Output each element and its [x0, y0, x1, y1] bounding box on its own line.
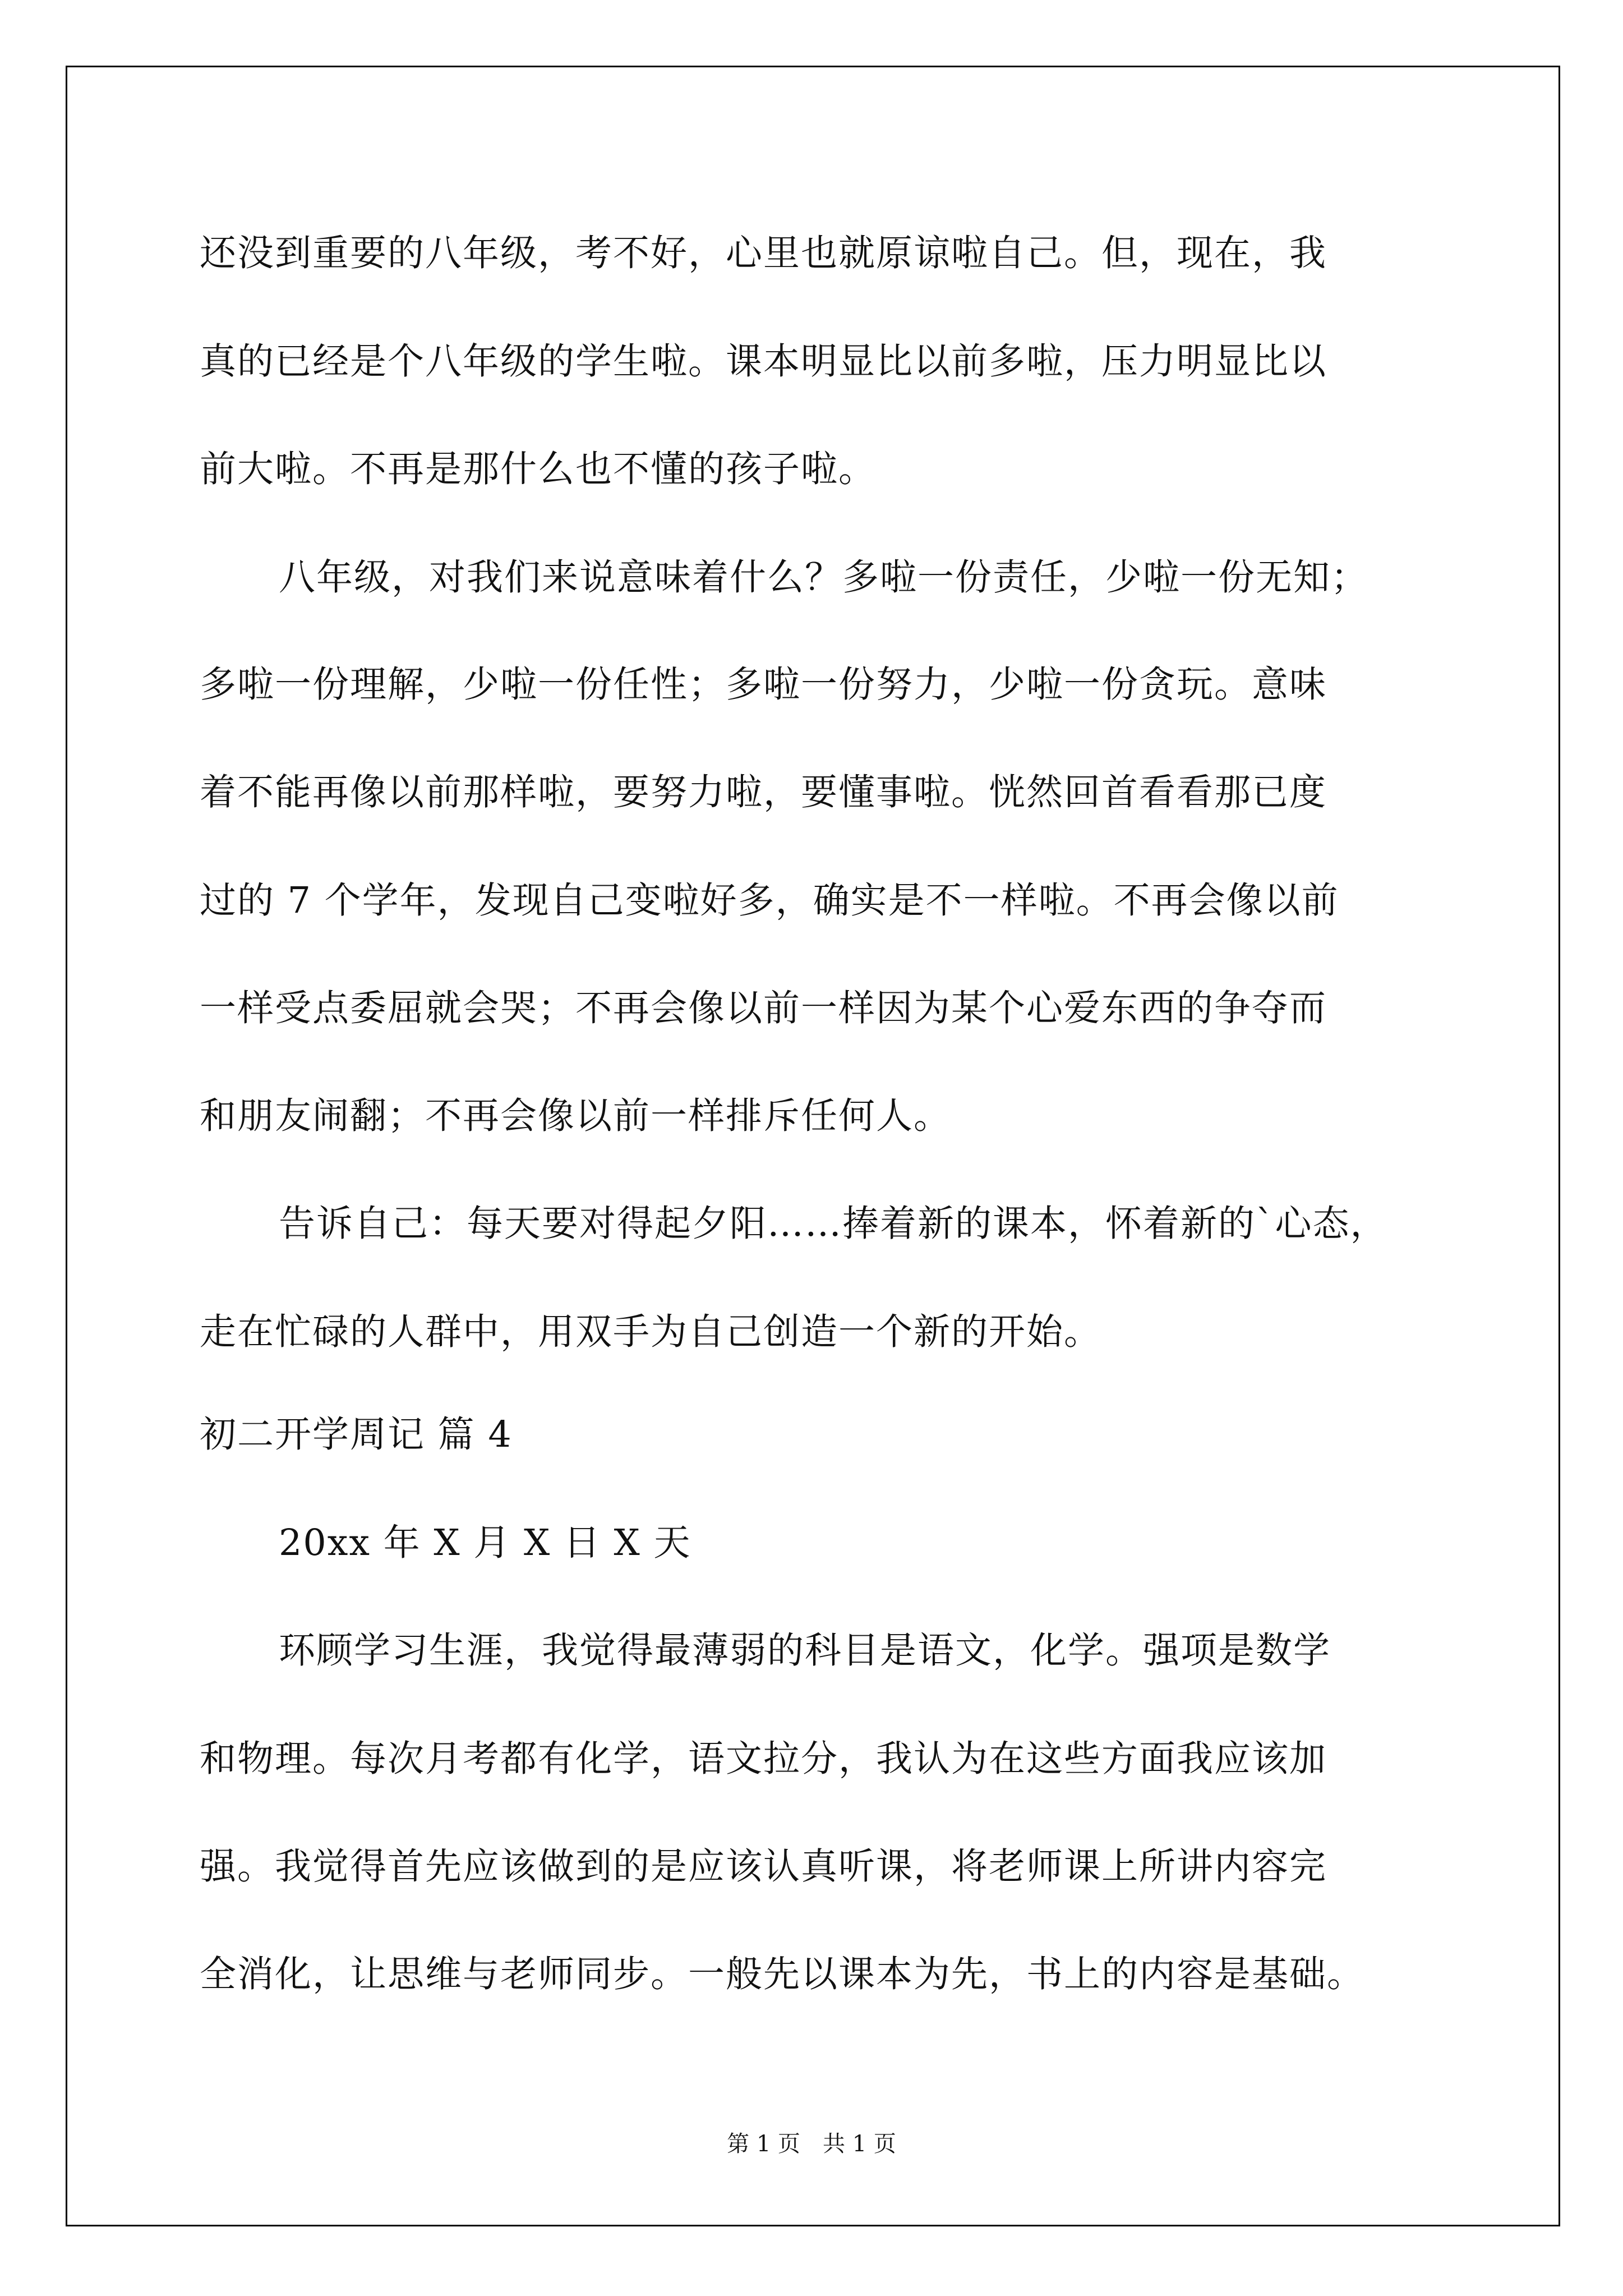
paragraph-line: 过的 7 个学年，发现自己变啦好多，确实是不一样啦。不再会像以前 [200, 880, 1339, 922]
paragraph-line: 一样受点委屈就会哭；不再会像以前一样因为某个心爱东西的争夺而 [200, 987, 1327, 1029]
paragraph-line: 着不能再像以前那样啦，要努力啦，要懂事啦。恍然回首看看那已度 [200, 771, 1327, 813]
paragraph-line: 和物理。每次月考都有化学，语文拉分，我认为在这些方面我应该加 [200, 1738, 1327, 1780]
section-heading: 初二开学周记 篇 4 [200, 1414, 513, 1456]
paragraph-line: 告诉自己：每天要对得起夕阳……捧着新的课本，怀着新的`心态， [279, 1203, 1388, 1245]
paragraph-line: 前大啦。不再是那什么也不懂的孩子啦。 [200, 448, 877, 490]
page-footer: 第 1 页 共 1 页 [727, 2131, 896, 2157]
paragraph-line: 八年级，对我们来说意味着什么？多啦一份责任，少啦一份无知； [279, 556, 1369, 599]
date-line: 20xx 年 X 月 X 日 X 天 [279, 1522, 691, 1564]
paragraph-line: 环顾学习生涯，我觉得最薄弱的科目是语文，化学。强项是数学 [279, 1630, 1331, 1672]
page-border [66, 66, 1560, 2226]
paragraph-line: 强。我觉得首先应该做到的是应该认真听课，将老师课上所讲内容完 [200, 1846, 1327, 1888]
paragraph-line: 全消化，让思维与老师同步。一般先以课本为先，书上的内容是基础。 [200, 1953, 1365, 1995]
paragraph-line: 真的已经是个八年级的学生啦。课本明显比以前多啦，压力明显比以 [200, 341, 1327, 383]
paragraph-line: 和朋友闹翻；不再会像以前一样排斥任何人。 [200, 1095, 952, 1137]
paragraph-line: 多啦一份理解，少啦一份任性；多啦一份努力，少啦一份贪玩。意味 [200, 664, 1327, 706]
paragraph-line: 还没到重要的八年级，考不好，心里也就原谅啦自己。但，现在，我 [200, 232, 1327, 274]
paragraph-line: 走在忙碌的人群中，用双手为自己创造一个新的开始。 [200, 1311, 1102, 1353]
